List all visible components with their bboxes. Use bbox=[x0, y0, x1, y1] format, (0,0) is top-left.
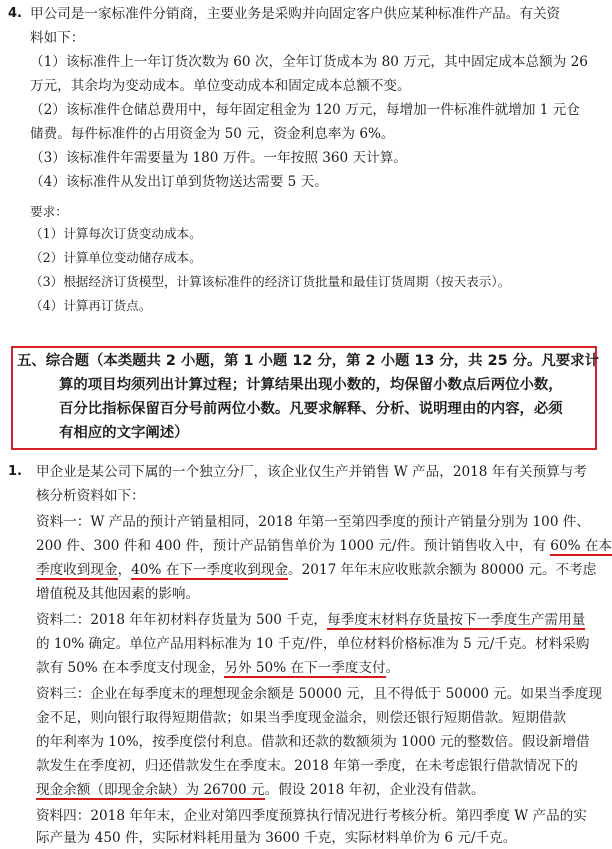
material-2-line bbox=[36, 658, 399, 678]
requirement-item: （3）根据经济订货模型，计算该标准件的经济订货批量和最佳订货周期（按天表示）。 bbox=[30, 274, 511, 289]
requirement-item: （1）计算每次订货变动成本。 bbox=[30, 226, 202, 241]
section-5-line: 算的项目均须列出计算过程；计算结果出现小数的，均保留小数点后两位小数， bbox=[59, 377, 563, 393]
section-5-line: 有相应的文字阐述） bbox=[59, 425, 189, 441]
text: 款有 50% 在本季度支付现金， bbox=[36, 660, 225, 676]
material-1-line bbox=[36, 536, 612, 556]
question-number: 1. bbox=[8, 464, 22, 479]
requirement-item: （2）计算单位变动储存成本。 bbox=[30, 250, 202, 265]
material-4-line: 资料四：2018 年年末，企业对第四季度预算执行情况进行考核分析。第四季度 W 产品的实 bbox=[36, 808, 587, 824]
material-3-line: 的年利率为 10%，按季度偿付利息。借款和还款的数额须为 1000 元的整数倍。假设新增借 bbox=[36, 734, 590, 750]
material-1-line: 资料一：W 产品的预计产销量相同，2018 年第一至第四季度的预计产销量分别为 100 件、 bbox=[36, 514, 590, 530]
q4-line: 万元，其余均为变动成本。单位变动成本和固定成本总额不变。 bbox=[30, 78, 411, 94]
material-1-line bbox=[36, 560, 596, 580]
text: 。假设 2018 年初，企业没有借款。 bbox=[264, 782, 485, 798]
underlined-text: 60% 在本 bbox=[550, 538, 612, 554]
text: 资料二：2018 年年初材料存货量为 500 千克， bbox=[36, 612, 328, 628]
q4-line: 料如下： bbox=[30, 30, 85, 46]
material-3-line: 款发生在季度初，归还借款发生在季度末。2018 年第一季度，在未考虑银行借款情况下的 bbox=[36, 758, 578, 774]
material-4-line: 际产量为 450 件，实际材料耗用量为 3600 千克，实际材料单价为 6 元/千克。 bbox=[36, 830, 517, 846]
q1-intro: 甲企业是某公司下属的一个独立分厂，该企业仅生产并销售 W 产品，2018 年有关预算与考 bbox=[36, 464, 587, 480]
underlined-text: 40% 在下一季度收到现金 bbox=[131, 562, 289, 578]
q4-line: 储费。每件标准件的占用资金为 50 元，资金利息率为 6%。 bbox=[30, 126, 395, 142]
text: 。2017 年年末应收账款余额为 80000 元。不考虑 bbox=[288, 562, 597, 578]
text: 。 bbox=[385, 660, 400, 676]
material-1-line: 增值税及其他因素的影响。 bbox=[36, 586, 200, 602]
material-3-line: 资料三：企业在每季度末的理想现金余额是 50000 元，且不得低于 50000 元。如果当季度现 bbox=[36, 686, 602, 702]
question-number: 4. bbox=[8, 6, 22, 21]
section-5-line: 百分比指标保留百分号前两位小数。凡要求解释、分析、说明理由的内容，必须 bbox=[59, 401, 563, 417]
requirements-title: 要求： bbox=[30, 204, 68, 219]
section-5-box bbox=[11, 346, 597, 450]
section-5-line: 五、综合题（本类题共 2 小题，第 1 小题 12 分，第 2 小题 13 分，共 25 分。凡要求计 bbox=[17, 353, 599, 369]
q4-line: （1）该标准件上一年订货次数为 60 次，全年订货成本为 80 万元，其中固定成本总额为 26 bbox=[30, 54, 588, 70]
material-2-line: 的 10% 确定。单位产品用料标准为 10 千克/件，单位材料价格标准为 5 元/千克。材料采购 bbox=[36, 636, 590, 652]
underlined-text: 每季度末材料存货量按下一季度生产需用量 bbox=[327, 612, 586, 628]
material-2-line bbox=[36, 610, 585, 630]
underlined-text: 另外 50% 在下一季度支付 bbox=[224, 660, 386, 676]
q4-line: （4）该标准件从发出订单到货物送达需要 5 天。 bbox=[30, 174, 328, 190]
material-3-line bbox=[36, 780, 485, 800]
q1-intro: 核分析资料如下： bbox=[36, 488, 145, 504]
material-3-line: 金不足，则向银行取得短期借款；如果当季度现金溢余，则偿还银行短期借款。短期借款 bbox=[36, 710, 567, 726]
text: ， bbox=[117, 562, 132, 578]
q4-line: 甲公司是一家标准件分销商，主要业务是采购并向固定客户供应某种标准件产品。有关资 bbox=[30, 6, 561, 22]
q4-line: （2）该标准件仓储总费用中，每年固定租金为 120 万元，每增加一件标准件就增加 1 元仓 bbox=[30, 102, 580, 118]
underlined-text: 现金余额（即现金余缺）为 26700 元 bbox=[36, 782, 265, 798]
requirement-item: （4）计算再订货点。 bbox=[30, 298, 152, 313]
underlined-text: 季度收到现金 bbox=[36, 562, 118, 578]
q4-line: （3）该标准件年需要量为 180 万件。一年按照 360 天计算。 bbox=[30, 150, 407, 166]
text: 200 件、300 件和 400 件，预计产品销售单价为 1000 元/件。预计销售收入中，有 bbox=[36, 538, 551, 554]
